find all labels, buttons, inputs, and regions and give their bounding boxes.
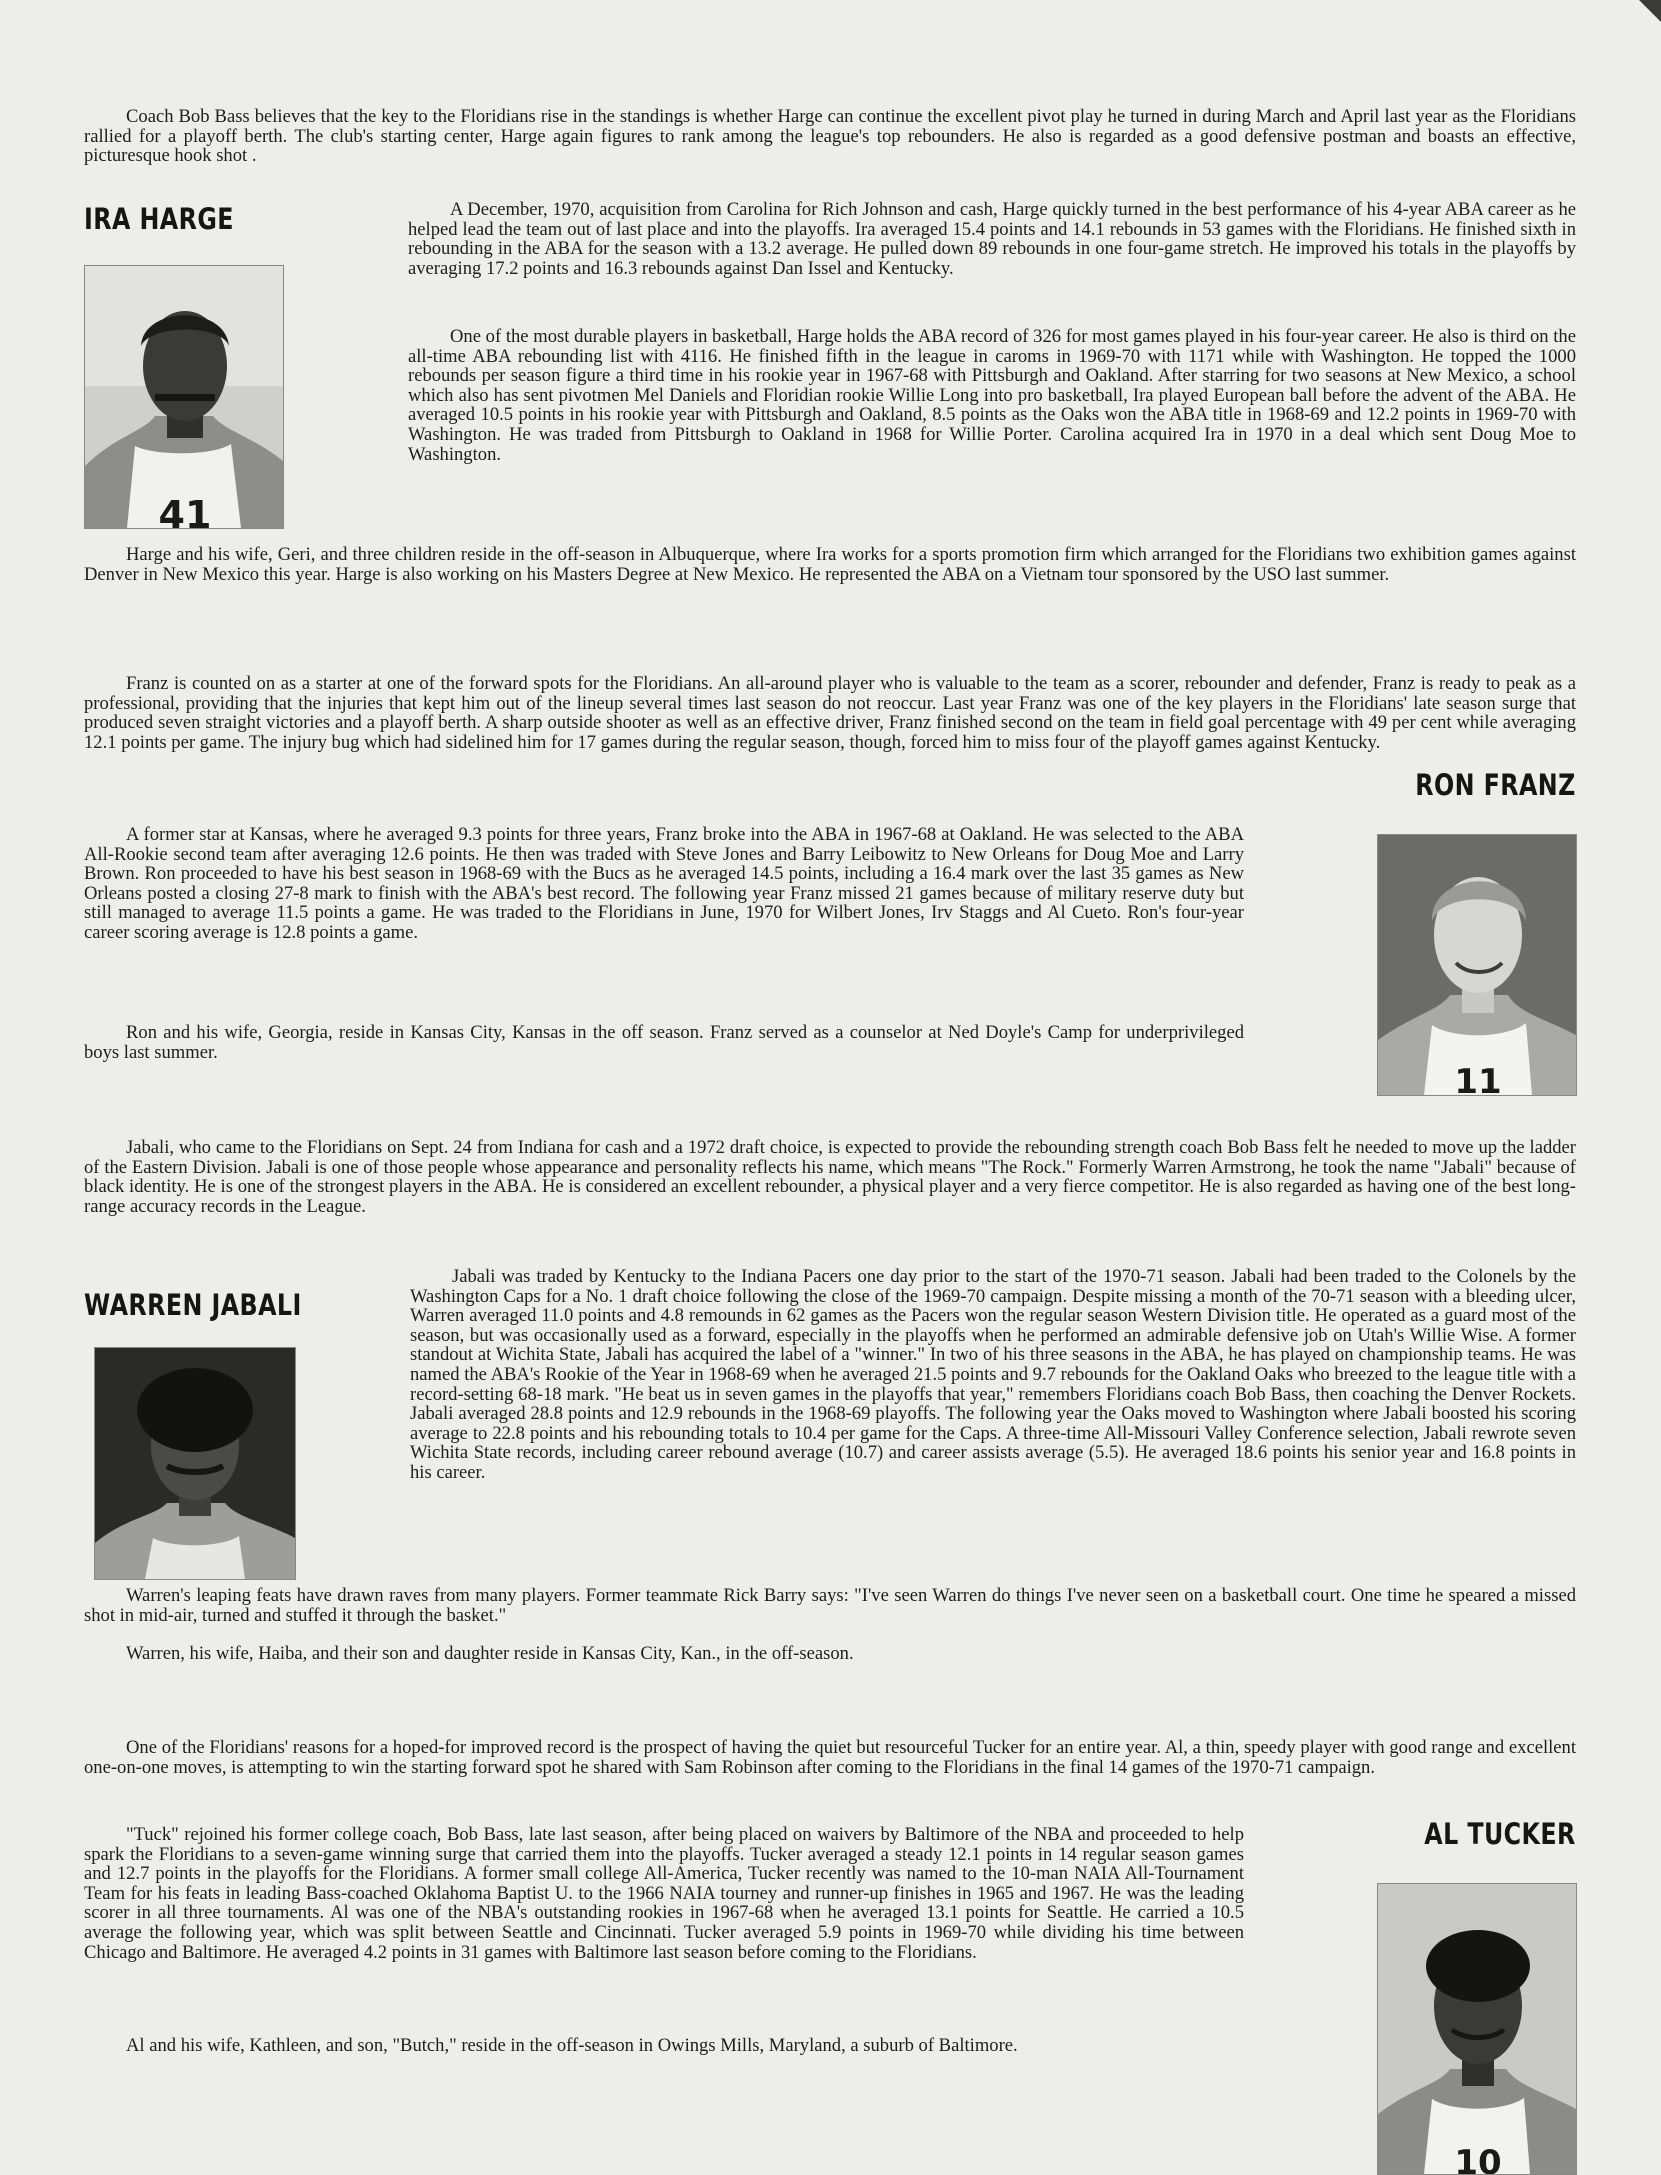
jabali-intro: Jabali, who came to the Floridians on Sept. 24 from Indiana for cash and a 1972 draft choice, is expected to provide the rebounding strength coach Bob Bass felt he needed to move up the ladder of the Eastern Division. Jabali is one of those people whose appearance and personality reflects his name, which means "The Rock." Formerly Warren Armstrong, he took the name "Jabali" because of black identity. He is one of the strongest players in the ABA. He is considered an excellent rebounder, a physical player and a very fierce competitor. He is also regarded as having one of the best long-range accuracy records in the League. [84,1137,1576,1217]
svg-text:11: 11 [1454,1062,1502,1095]
harge-intro: Coach Bob Bass believes that the key to the Floridians rise in the standings is whether Harge can continue the excellent pivot play he turned in during March and April last year as the Floridians rallied for a playoff berth. The club's starting center, Harge again figures to rank among the league's top rebounders. He also is regarded as a good defensive postman and boasts an effective, picturesque hook shot . [84,106,1576,167]
jabali-paragraph-3: Warren, his wife, Haiba, and their son and daughter reside in Kansas City, Kan., in the off-season. [126,1643,854,1664]
franz-name-heading: RON FRANZ [1415,768,1576,802]
harge-paragraph-3: Harge and his wife, Geri, and three children reside in the off-season in Albuquerque, where Ira works for a sports promotion firm which arranged for the Floridians two exhibition games against Denver in New Mexico this year. Harge is also working on his Masters Degree at New Mexico. He represented the ABA on a Vietnam tour sponsored by the USO last summer. [84,544,1576,585]
jabali-name-heading: WARREN JABALI [84,1288,302,1322]
franz-paragraph-1: A former star at Kansas, where he averaged 9.3 points for three years, Franz broke into the ABA in 1967-68 at Oakland. He was selected to the ABA All-Rookie second team after averaging 12.6 points. He then was traded with Steve Jones and Barry Leibowitz to New Orleans for Doug Moe and Larry Brown. Ron proceeded to have his best season in 1968-69 with the Bucs as he averaged 14.5 points, including a 16.4 mark over the last 35 games as New Orleans posted a closing 27-8 mark to finish with the ABA's best record. The following year Franz missed 21 games because of military reserve duty but still managed to average 11.5 points a game. He was traded to the Floridians in June, 1970 for Wilbert Jones, Irv Staggs and Al Cueto. Ron's four-year career scoring average is 12.8 points a game. [84,824,1244,943]
tucker-name-heading: AL TUCKER [1424,1817,1576,1851]
player-photo-harge [84,265,284,529]
svg-text:10: 10 [1454,2143,1502,2174]
tucker-intro: One of the Floridians' reasons for a hoped-for improved record is the prospect of having the quiet but resourceful Tucker for an entire year. Al, a thin, speedy player with good range and excellent one-on-one moves, is attempting to win the starting forward spot he shared with Sam Robinson after coming to the Floridians in the final 14 games of the 1970-71 campaign. [84,1737,1576,1778]
harge-paragraph-1: A December, 1970, acquisition from Carolina for Rich Johnson and cash, Harge quickly turned in the best performance of his 4-year ABA career as he helped lead the team out of last place and into the playoffs. Ira averaged 15.4 points and 14.1 rebounds in 53 games with the Floridians. He finished sixth in rebounding in the ABA for the season with a 13.2 average. He pulled down 89 rebounds in one four-game stretch. He improved his totals in the playoffs by averaging 17.2 points and 16.3 rebounds against Dan Issel and Kentucky. [408,199,1576,279]
player-photo-franz [1377,834,1577,1096]
tucker-paragraph-1: "Tuck" rejoined his former college coach, Bob Bass, late last season, after being placed on waivers by Baltimore of the NBA and proceeded to help spark the Floridians to a seven-game winning surge that carried them into the playoffs. Tucker averaged a steady 12.1 points in 14 regular season games and 12.7 points in the playoffs for the Floridians. A former small college All-America, Tucker recently was named to the 10-man NAIA All-Tournament Team for his feats in leading Bass-coached Oklahoma Baptist U. to the 1966 NAIA tourney and runner-up finishes in 1965 and 1967. He was the leading scorer in all three tournaments. Al was one of the NBA's outstanding rookies in 1967-68 when he averaged 13.1 points for Seattle. He carried a 10.5 average the following year, which was split between Seattle and Cincinnati. Tucker averaged 5.9 points in 1969-70 while dividing his time between Chicago and Baltimore. He averaged 4.2 points in 31 games with Baltimore last season before coming to the Floridians. [84,1824,1244,1963]
jabali-paragraph-1: Jabali was traded by Kentucky to the Indiana Pacers one day prior to the start of the 1970-71 season. Jabali had been traded to the Colonels by the Washington Caps for a No. 1 draft choice following the close of the 1969-70 campaign. Despite missing a month of the 70-71 season with a bleeding ulcer, Warren averaged 11.0 points and 4.8 remounds in 62 games as the Pacers won the regular season Western Division title. He operated as a guard most of the season, but was occasionally used as a forward, especially in the playoffs when he performed an admirable defensive job on Utah's Willie Wise. A former standout at Wichita State, Jabali has acquired the label of a "winner." In two of his three seasons in the ABA, he has played on championship teams. He was named the ABA's Rookie of the Year in 1968-69 when he averaged 21.5 points and 9.7 rebounds for the Oakland Oaks who breezed to the league title with a record-setting 68-18 mark. "He beat us in seven games in the playoffs that year," remembers Floridians coach Bob Bass, then coaching the Denver Rockets. Jabali averaged 28.8 points and 12.9 rebounds in the 1968-69 playoffs. The following year the Oaks moved to Washington where Jabali boosted his scoring average to 22.8 points and his rebounding totals to 10.4 per game for the Caps. A three-time All-Missouri Valley Conference selection, Jabali rewrote seven Wichita State records, including career rebound average (10.7) and career assists average (5.5). He averaged 18.6 points his senior year and 16.8 points in his career. [410,1266,1576,1483]
harge-name-heading: IRA HARGE [84,202,234,236]
svg-text:41: 41 [158,493,212,528]
tucker-paragraph-2: Al and his wife, Kathleen, and son, "Butch," reside in the off-season in Owings Mills, Maryland, a suburb of Baltimore. [126,2035,1018,2056]
franz-paragraph-2: Ron and his wife, Georgia, reside in Kansas City, Kansas in the off season. Franz served as a counselor at Ned Doyle's Camp for underprivileged boys last summer. [84,1022,1244,1063]
harge-paragraph-2: One of the most durable players in basketball, Harge holds the ABA record of 326 for most games played in his four-year career. He also is third on the all-time ABA rebounding list with 4116. He finished fifth in the league in caroms in 1969-70 with 1171 while with Washington. He topped the 1000 rebounds per season figure a third time in his rookie year in 1967-68 with Pittsburgh and Oakland. After starring for two seasons at New Mexico, a school which also has sent pivotmen Mel Daniels and Floridian rookie Willie Long into pro basketball, Ira played European ball before the advent of the ABA. He averaged 10.5 points in his rookie year with Pittsburgh and Oakland, 8.5 points as the Oaks won the ABA title in 1968-69 and 12.2 points in 1969-70 with Washington. He was traded from Pittsburgh to Oakland in 1968 for Willie Porter. Carolina acquired Ira in 1970 in a deal which sent Doug Moe to Washington. [408,326,1576,465]
page-corner-shadow [1639,0,1661,22]
player-photo-jabali [94,1347,296,1580]
player-photo-tucker [1377,1883,1577,2175]
franz-intro: Franz is counted on as a starter at one of the forward spots for the Floridians. An all-around player who is valuable to the team as a scorer, rebounder and defender, Franz is ready to peak as a professional, providing that the injuries that kept him out of the lineup several times last season do not reoccur. Last year Franz was one of the key players in the Floridians' late season surge that produced seven straight victories and a playoff berth. A sharp outside shooter as well as an effective driver, Franz finished second on the team in field goal percentage with 49 per cent while averaging 12.1 points per game. The injury bug which had sidelined him for 17 games during the regular season, though, forced him to miss four of the playoff games against Kentucky. [84,673,1576,753]
jabali-paragraph-2: Warren's leaping feats have drawn raves from many players. Former teammate Rick Barry says: "I've seen Warren do things I've never seen on a basketball court. One time he speared a missed shot in mid-air, turned and stuffed it through the basket." [84,1585,1576,1626]
